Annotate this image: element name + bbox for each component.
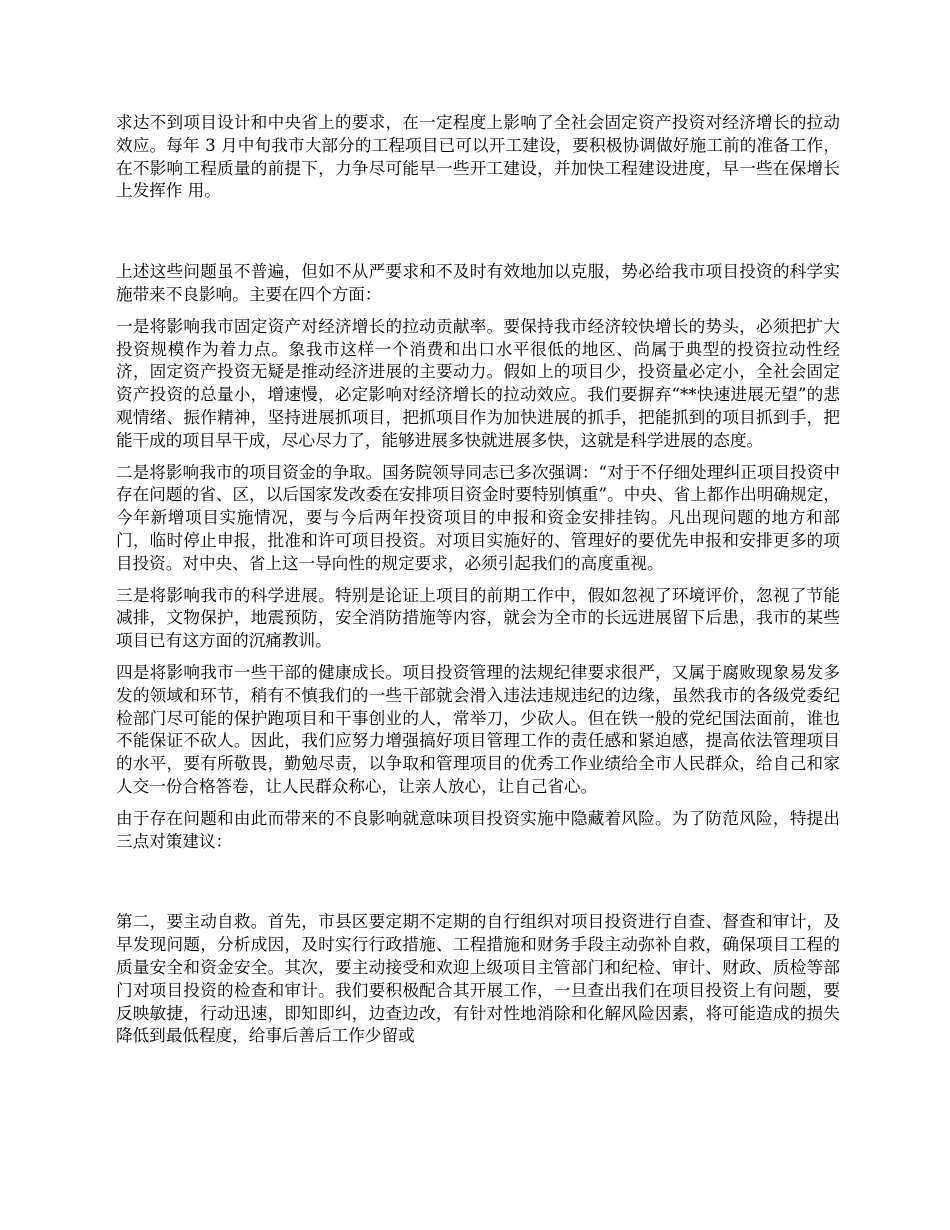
paragraph-6: 四是将影响我市一些干部的健康成长。项目投资管理的法规纪律要求很严，又属于腐败现象易发多发的领域和环节，稍有不慎我们的一些干部就会滑入违法违规违纪的边缘，虽然我市的各级党委纪检部门尽可能的保护跑项目和干事创业的人，常举刀，少砍人。但在铁一般的党纪国法面前，谁也不能保证不砍人。因此，我们应努力增强搞好项目管理工作的责任感和紧迫感，提高依法管理项目的水平，要有所敬畏，勤勉尽责，以争取和管理项目的优秀工作业绩给全市人民群众，给自己和家人交一份合格答卷，让人民群众称心，让亲人放心，让自己省心。: [116, 662, 840, 796]
paragraph-2: 上述这些问题虽不普遍，但如不从严要求和不及时有效地加以克服，势必给我市项目投资的科学实施带来不良影响。主要在四个方面：: [116, 262, 840, 304]
paragraph-5: 三是将影响我市的科学进展。特别是论证上项目的前期工作中，假如忽视了环境评价，忽视了节能减排，文物保护，地震预防，安全消防措施等内容，就会为全市的长远进展留下后患，我市的某些项目已有这方面的沉痛教训。: [116, 585, 840, 651]
paragraph-1: 求达不到项目设计和中央省上的要求，在一定程度上影响了全社会固定资产投资对经济增长的拉动效应。每年 3 月中旬我市大部分的工程项目已可以开工建设，要积极协调做好施工前的准备工作，在不影响工程质量的前提下，力争尽可能早一些开工建设，并加快工程建设进度，早一些在保增长上发挥作 用。: [116, 113, 840, 201]
paragraph-3: 一是将影响我市固定资产对经济增长的拉动贡献率。要保持我市经济较快增长的势头，必须把扩大投资规模作为着力点。象我市这样一个消费和出口水平很低的地区、尚属于典型的投资拉动性经济，固定资产投资无疑是推动经济进展的主要动力。假如上的项目少，投资量必定小，全社会固定资产投资的总量小，增速慢，必定影响对经济增长的拉动效应。我们要摒弃“**快速进展无望”的悲观情绪、振作精神，坚持进展抓项目，把抓项目作为加快进展的抓手，把能抓到的项目抓到手，把能干成的项目早干成，尽心尽力了，能够进展多快就进展多快，这就是科学进展的态度。: [116, 316, 840, 450]
paragraph-8: 第二，要主动自救。首先，市县区要定期不定期的自行组织对项目投资进行自查、督查和审计，及早发现问题，分析成因，及时实行行政措施、工程措施和财务手段主动弥补自救，确保项目工程的质量安全和资金安全。其次，要主动接受和欢迎上级项目主管部门和纪检、审计、财政、质检等部门对项目投资的检查和审计。我们要积极配合其开展工作，一旦查出我们在项目投资上有问题，要反映敏捷，行动迅速，即知即纠，边查边改，有针对性地消除和化解风险因素，将可能造成的损失降低到最低程度，给事后善后工作少留或: [116, 912, 840, 1046]
document-body: [116, 112, 840, 1048]
paragraph-4: 二是将影响我市的项目资金的争取。国务院领导同志已多次强调：“对于不仔细处理纠正项目投资中存在问题的省、区，以后国家发改委在安排项目资金时要特别慎重”。中央、省上都作出明确规定，今年新增项目实施情况，要与今后两年投资项目的申报和资金安排挂钩。凡出现问题的地方和部门，临时停止申报，批准和许可项目投资。对项目实施好的、管理好的要优先申报和安排更多的项目投资。对中央、省上这一导向性的规定要求，必须引起我们的高度重视。: [116, 462, 840, 573]
paragraph-7: 由于存在问题和由此而带来的不良影响就意味项目投资实施中隐藏着风险。为了防范风险，特提出三点对策建议：: [116, 808, 840, 851]
